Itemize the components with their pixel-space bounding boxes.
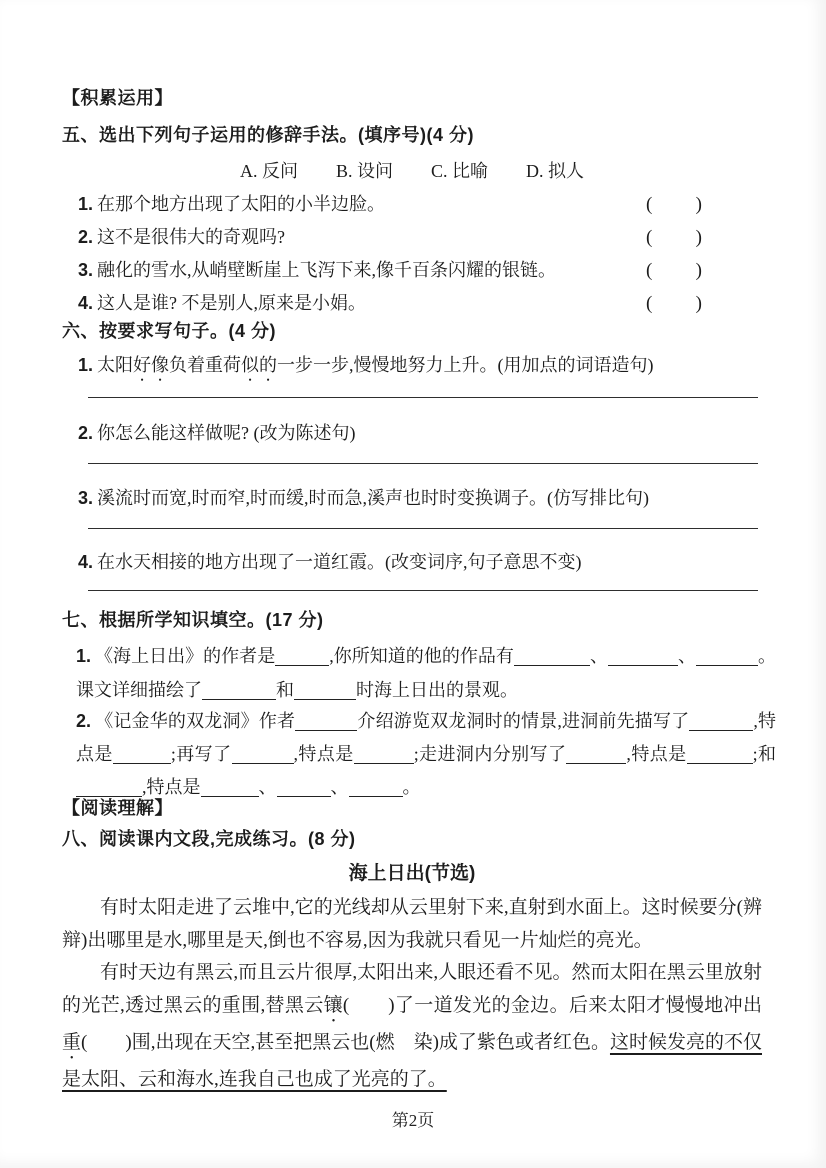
- accumulate-section-label: 【积累运用】: [62, 88, 173, 108]
- q6-item-2: 2. 你怎么能这样做呢? (改为陈述句): [78, 423, 356, 443]
- reading-section-label: 【阅读理解】: [62, 798, 173, 818]
- page-number: 第2页: [391, 1111, 435, 1130]
- q5-option-c: C. 比喻: [431, 161, 489, 181]
- answer-parens-inline[interactable]: ( ): [81, 1031, 132, 1053]
- answer-blank[interactable]: [113, 748, 171, 764]
- q7-item-1: 1. 《海上日出》的作者是 ,你所知道的他的作品有 、 、 。课文详细描绘了 和 时海上日出的景观。: [76, 646, 777, 700]
- q6-item-note: (用加点的词语造句): [497, 355, 654, 375]
- passage-title: 海上日出(节选): [348, 863, 476, 884]
- passage-paragraph-2: 有时天边有黑云,而且云片很厚,太阳出来,人眼还看不见。然而太阳在黑云里放射的光芒,透过黑云的重围,替黑云镶( )了一道发光的金边。后来太阳才慢慢地冲出重( )围,出现在天空,甚至把黑云也(燃 染)成了紫色或者红色。这时候发亮的不仅是太阳、云和海水,连我自己也成了光亮的了。: [62, 962, 762, 1090]
- q5-item-1: [62, 190, 762, 223]
- answer-blank[interactable]: [689, 715, 753, 731]
- q6-item-4: 4. 在水天相接的地方出现了一道红霞。(改变词序,句子意思不变): [78, 552, 582, 572]
- q6-item-note: (改变词序,句子意思不变): [385, 552, 582, 572]
- q5-options: [62, 157, 762, 183]
- passage-paragraph-1: 有时太阳走进了云堆中,它的光线却从云里射下来,直射到水面上。这时候要分(辨 辩)出哪里是水,哪里是天,倒也不容易,因为我就只看见一片灿烂的亮光。: [62, 897, 782, 951]
- answer-blank[interactable]: [294, 684, 356, 700]
- q5-item-2: [62, 223, 762, 256]
- answer-line[interactable]: [88, 397, 758, 398]
- answer-blank[interactable]: [354, 748, 414, 764]
- q6-item-1: 1. 太阳好像负着重荷似的一步一步,慢慢地努力上升。(用加点的词语造句): [78, 355, 654, 375]
- q7-title: 七、根据所学知识填空。(17 分): [62, 610, 324, 630]
- dotted-char: 重: [62, 1031, 82, 1053]
- q6-item-3: 3. 溪流时而宽,时而窄,时而缓,时而急,溪声也时时变换调子。(仿写排比句): [78, 488, 650, 508]
- answer-blank[interactable]: [696, 650, 758, 666]
- q5-title: 五、选出下列句子运用的修辞手法。(填序号)(4 分): [62, 125, 474, 145]
- underlined-sentence: 这时候发亮的不仅是太阳、云和海水,连我自己也成了光亮的了。: [62, 1031, 762, 1090]
- answer-blank[interactable]: [566, 748, 626, 764]
- dotted-char: 镶: [323, 994, 343, 1016]
- answer-blank[interactable]: [514, 650, 590, 666]
- q6-item-note: (改为陈述句): [253, 423, 356, 443]
- q5-option-d: D. 拟人: [526, 161, 585, 181]
- answer-parens[interactable]: ( ): [646, 194, 702, 215]
- answer-line[interactable]: [88, 463, 758, 464]
- answer-parens[interactable]: ( ): [646, 293, 702, 314]
- page-content: [62, 0, 782, 1168]
- answer-parens[interactable]: ( ): [646, 227, 702, 248]
- q5-item-text: 4. 这人是谁? 不是别人,原来是小娟。: [78, 293, 367, 313]
- dotted-word: 好像: [133, 355, 170, 375]
- q7-item-2: 2. 《记金华的双龙洞》作者 介绍游览双龙洞时的情景,进洞前先描写了 ,特点是 ;再写了 ,特点是 ;走进洞内分别写了 ,特点是 ;和,特点是 、 、 。: [76, 711, 777, 797]
- dotted-word: 似的: [241, 355, 278, 375]
- q5-option-b: B. 设问: [335, 161, 393, 181]
- q5-item-3: [62, 256, 762, 289]
- answer-blank[interactable]: [687, 748, 753, 764]
- q5-items: [62, 190, 762, 322]
- answer-line[interactable]: [88, 590, 758, 591]
- answer-blank[interactable]: [232, 748, 294, 764]
- passage: [62, 892, 782, 1096]
- q5-item-text: 1. 在那个地方出现了太阳的小半边脸。: [78, 194, 386, 214]
- q6-title: 六、按要求写句子。(4 分): [62, 321, 276, 341]
- q5-item-text: 3. 融化的雪水,从峭壁断崖上飞泻下来,像千百条闪耀的银链。: [78, 260, 557, 280]
- q6-item-note: (仿写排比句): [547, 488, 650, 508]
- q5-item-text: 2. 这不是很伟大的奇观吗?: [78, 227, 286, 247]
- answer-blank[interactable]: [275, 650, 329, 666]
- q8-title: 八、阅读课内文段,完成练习。(8 分): [62, 829, 356, 849]
- answer-blank[interactable]: [608, 650, 678, 666]
- q5-option-a: A. 反问: [239, 161, 298, 181]
- answer-blank[interactable]: [202, 684, 276, 700]
- answer-parens-inline[interactable]: ( ): [342, 994, 395, 1016]
- answer-parens[interactable]: ( ): [646, 260, 702, 281]
- answer-blank[interactable]: [295, 715, 357, 731]
- answer-line[interactable]: [88, 528, 758, 529]
